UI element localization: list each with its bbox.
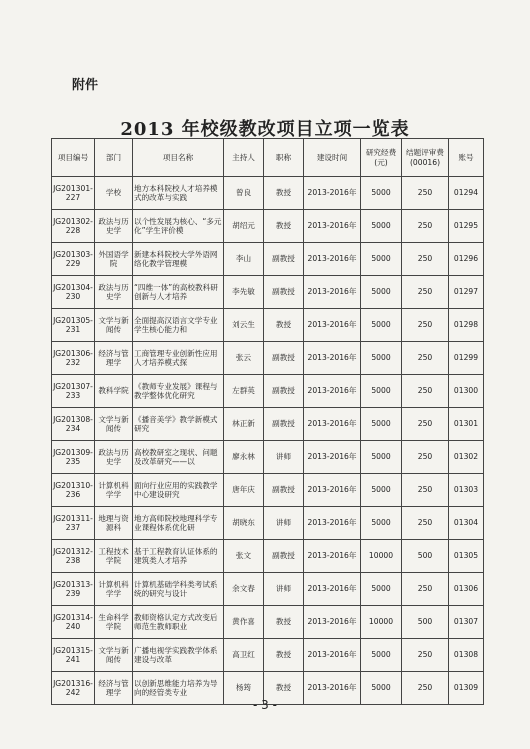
title-cell: 教授 — [264, 210, 304, 243]
department-cell: 计算机科学学 — [95, 573, 133, 606]
title-cell: 副教授 — [264, 342, 304, 375]
page-number: - 3 - — [253, 698, 277, 712]
title-cell: 副教授 — [264, 243, 304, 276]
review-fee-cell: 250 — [402, 441, 449, 474]
title-cell: 教授 — [264, 177, 304, 210]
funds-cell: 5000 — [361, 672, 402, 705]
leader-cell: 唐年庆 — [224, 474, 264, 507]
project-id-cell: JG201301-227 — [52, 177, 95, 210]
project-id-cell: JG201311-237 — [52, 507, 95, 540]
review-fee-cell: 250 — [402, 573, 449, 606]
department-cell: 政法与历史学 — [95, 441, 133, 474]
department-cell: 经济与管理学 — [95, 672, 133, 705]
account-cell: 01309 — [449, 672, 484, 705]
account-cell: 01299 — [449, 342, 484, 375]
leader-cell: 余文春 — [224, 573, 264, 606]
header-leader: 主持人 — [224, 139, 264, 177]
review-fee-cell: 250 — [402, 672, 449, 705]
department-cell: 文学与新闻传 — [95, 639, 133, 672]
department-cell: 计算机科学学 — [95, 474, 133, 507]
table-row — [52, 243, 484, 276]
leader-cell: 张文 — [224, 540, 264, 573]
title-cell: 副教授 — [264, 276, 304, 309]
department-cell: 经济与管理学 — [95, 342, 133, 375]
header-review: 结题评审费(00016) — [402, 139, 449, 177]
project-name-cell: 广播电视学实践教学体系建设与改革 — [133, 639, 224, 672]
account-cell: 01294 — [449, 177, 484, 210]
title-cell: 讲师 — [264, 573, 304, 606]
period-cell: 2013-2016年 — [304, 375, 361, 408]
account-cell: 01298 — [449, 309, 484, 342]
project-name-cell: 高校教研室之现状、问题及改革研究——以 — [133, 441, 224, 474]
table-row — [52, 375, 484, 408]
title-cell: 讲师 — [264, 507, 304, 540]
period-cell: 2013-2016年 — [304, 408, 361, 441]
leader-cell: 胡绍元 — [224, 210, 264, 243]
header-account: 账号 — [449, 139, 484, 177]
title-cell: 副教授 — [264, 408, 304, 441]
funds-cell: 5000 — [361, 177, 402, 210]
funds-cell: 5000 — [361, 408, 402, 441]
header-funds: 研究经费(元) — [361, 139, 402, 177]
account-cell: 01304 — [449, 507, 484, 540]
title-cell: 副教授 — [264, 474, 304, 507]
leader-cell: 刘云生 — [224, 309, 264, 342]
project-name-cell: 面向行业应用的实践教学中心建设研究 — [133, 474, 224, 507]
project-id-cell: JG201310-236 — [52, 474, 95, 507]
review-fee-cell: 250 — [402, 342, 449, 375]
project-id-cell: JG201304-230 — [52, 276, 95, 309]
funds-cell: 10000 — [361, 540, 402, 573]
period-cell: 2013-2016年 — [304, 342, 361, 375]
period-cell: 2013-2016年 — [304, 441, 361, 474]
account-cell: 01305 — [449, 540, 484, 573]
department-cell: 生命科学学院 — [95, 606, 133, 639]
leader-cell: 黄作喜 — [224, 606, 264, 639]
project-name-cell: 教师资格认定方式改变后师范生教师职业 — [133, 606, 224, 639]
period-cell: 2013-2016年 — [304, 309, 361, 342]
project-name-cell: 计算机基础学科类考试系统的研究与设计 — [133, 573, 224, 606]
project-id-cell: JG201315-241 — [52, 639, 95, 672]
title-cell: 副教授 — [264, 540, 304, 573]
attachment-label: 附件 — [72, 78, 99, 93]
funds-cell: 5000 — [361, 375, 402, 408]
leader-cell: 胡晓东 — [224, 507, 264, 540]
table-row — [52, 177, 484, 210]
project-name-cell: 新建本科院校大学外语网络化教学管理模 — [133, 243, 224, 276]
header-period: 建设时间 — [304, 139, 361, 177]
funds-cell: 5000 — [361, 342, 402, 375]
review-fee-cell: 250 — [402, 639, 449, 672]
review-fee-cell: 250 — [402, 408, 449, 441]
account-cell: 01303 — [449, 474, 484, 507]
header-id: 项目编号 — [52, 139, 95, 177]
account-cell: 01307 — [449, 606, 484, 639]
account-cell: 01308 — [449, 639, 484, 672]
period-cell: 2013-2016年 — [304, 573, 361, 606]
leader-cell: 李先敏 — [224, 276, 264, 309]
funds-cell: 5000 — [361, 243, 402, 276]
department-cell: 地理与资源科 — [95, 507, 133, 540]
review-fee-cell: 250 — [402, 309, 449, 342]
project-id-cell: JG201312-238 — [52, 540, 95, 573]
project-id-cell: JG201316-242 — [52, 672, 95, 705]
title-cell: 教授 — [264, 309, 304, 342]
project-id-cell: JG201305-231 — [52, 309, 95, 342]
project-id-cell: JG201306-232 — [52, 342, 95, 375]
leader-cell: 高卫红 — [224, 639, 264, 672]
department-cell: 政法与历史学 — [95, 276, 133, 309]
department-cell: 教科学院 — [95, 375, 133, 408]
funds-cell: 10000 — [361, 606, 402, 639]
header-dept: 部门 — [95, 139, 133, 177]
project-id-cell: JG201302-228 — [52, 210, 95, 243]
project-name-cell: 《播音美学》教学新模式研究 — [133, 408, 224, 441]
account-cell: 01296 — [449, 243, 484, 276]
review-fee-cell: 250 — [402, 276, 449, 309]
leader-cell: 张云 — [224, 342, 264, 375]
header-name: 项目名称 — [133, 139, 224, 177]
project-id-cell: JG201308-234 — [52, 408, 95, 441]
period-cell: 2013-2016年 — [304, 540, 361, 573]
table-row — [52, 441, 484, 474]
header-title: 职称 — [264, 139, 304, 177]
project-id-cell: JG201303-229 — [52, 243, 95, 276]
department-cell: 外国语学院 — [95, 243, 133, 276]
project-table — [51, 138, 484, 705]
table-row — [52, 507, 484, 540]
review-fee-cell: 250 — [402, 177, 449, 210]
funds-cell: 5000 — [361, 573, 402, 606]
table-row — [52, 276, 484, 309]
funds-cell: 5000 — [361, 309, 402, 342]
account-cell: 01297 — [449, 276, 484, 309]
table-row — [52, 606, 484, 639]
table-row — [52, 210, 484, 243]
project-name-cell: “四维一体”的高校教科研创新与人才培养 — [133, 276, 224, 309]
review-fee-cell: 500 — [402, 540, 449, 573]
leader-cell: 左群英 — [224, 375, 264, 408]
funds-cell: 5000 — [361, 441, 402, 474]
table-row — [52, 639, 484, 672]
account-cell: 01295 — [449, 210, 484, 243]
title-cell: 教授 — [264, 672, 304, 705]
project-id-cell: JG201309-235 — [52, 441, 95, 474]
page-title: 2013 年校级教改项目立项一览表 — [120, 119, 410, 140]
leader-cell: 李山 — [224, 243, 264, 276]
period-cell: 2013-2016年 — [304, 276, 361, 309]
project-name-cell: 基于工程教育认证体系的建筑类人才培养 — [133, 540, 224, 573]
funds-cell: 5000 — [361, 507, 402, 540]
period-cell: 2013-2016年 — [304, 210, 361, 243]
project-name-cell: 以创新思维能力培养为导向的经管类专业 — [133, 672, 224, 705]
table-row — [52, 309, 484, 342]
project-id-cell: JG201307-233 — [52, 375, 95, 408]
department-cell: 政法与历史学 — [95, 210, 133, 243]
project-name-cell: 地方本科院校人才培养模式的改革与实践 — [133, 177, 224, 210]
funds-cell: 5000 — [361, 639, 402, 672]
project-name-cell: 全面提高汉语言文学专业学生核心能力和 — [133, 309, 224, 342]
department-cell: 文学与新闻传 — [95, 408, 133, 441]
account-cell: 01302 — [449, 441, 484, 474]
project-id-cell: JG201314-240 — [52, 606, 95, 639]
review-fee-cell: 250 — [402, 474, 449, 507]
period-cell: 2013-2016年 — [304, 243, 361, 276]
project-name-cell: 《教师专业发展》课程与教学整体优化研究 — [133, 375, 224, 408]
leader-cell: 曾良 — [224, 177, 264, 210]
review-fee-cell: 500 — [402, 606, 449, 639]
account-cell: 01301 — [449, 408, 484, 441]
period-cell: 2013-2016年 — [304, 672, 361, 705]
review-fee-cell: 250 — [402, 243, 449, 276]
title-cell: 副教授 — [264, 375, 304, 408]
funds-cell: 5000 — [361, 276, 402, 309]
table-row — [52, 540, 484, 573]
review-fee-cell: 250 — [402, 210, 449, 243]
leader-cell: 廖永林 — [224, 441, 264, 474]
title-cell: 教授 — [264, 606, 304, 639]
account-cell: 01300 — [449, 375, 484, 408]
leader-cell: 林正新 — [224, 408, 264, 441]
project-name-cell: 地方高师院校地理科学专业课程体系优化研 — [133, 507, 224, 540]
review-fee-cell: 250 — [402, 507, 449, 540]
funds-cell: 5000 — [361, 210, 402, 243]
table-row — [52, 573, 484, 606]
header-row — [52, 139, 484, 177]
period-cell: 2013-2016年 — [304, 507, 361, 540]
table-row — [52, 408, 484, 441]
period-cell: 2013-2016年 — [304, 639, 361, 672]
department-cell: 文学与新闻传 — [95, 309, 133, 342]
table-row — [52, 474, 484, 507]
funds-cell: 5000 — [361, 474, 402, 507]
title-cell: 讲师 — [264, 441, 304, 474]
project-id-cell: JG201313-239 — [52, 573, 95, 606]
department-cell: 工程技术学院 — [95, 540, 133, 573]
period-cell: 2013-2016年 — [304, 606, 361, 639]
period-cell: 2013-2016年 — [304, 474, 361, 507]
account-cell: 01306 — [449, 573, 484, 606]
department-cell: 学校 — [95, 177, 133, 210]
title-cell: 教授 — [264, 639, 304, 672]
period-cell: 2013-2016年 — [304, 177, 361, 210]
review-fee-cell: 250 — [402, 375, 449, 408]
leader-cell: 杨筠 — [224, 672, 264, 705]
project-name-cell: 以个性发展为核心、“多元化”学生评价模 — [133, 210, 224, 243]
project-name-cell: 工商管理专业创新性应用人才培养模式探 — [133, 342, 224, 375]
table-row — [52, 342, 484, 375]
